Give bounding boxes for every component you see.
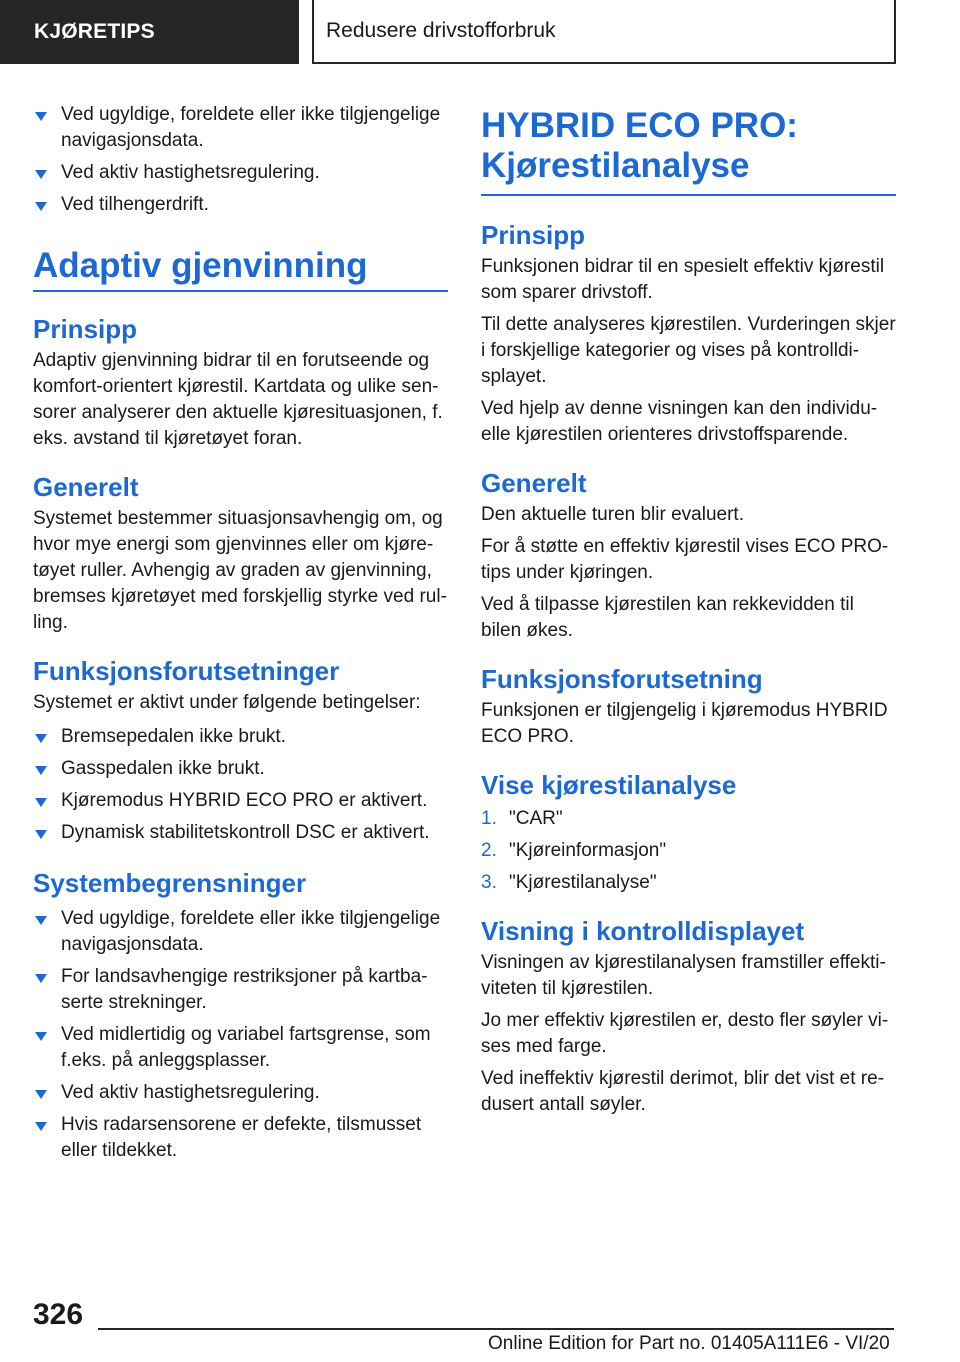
triangle-bullet-icon [35,830,47,839]
step-number: 2. [481,840,497,861]
section-heading: Generelt [33,472,139,502]
intro-list [33,102,448,218]
paragraph: Systemet bestemmer situasjonsavhengig om, og hvor mye energi som gjenvinnes eller om kjøretøyet ruller. Avhengig av graden av gjenvinning, bremses kjøretøyet med forskjellig styrke ved rulling. [33,508,447,633]
edition-label: Online Edition for Part no. 01405A111E6 - VI/20 [488,1333,890,1354]
title-line: Kjørestilanalyse [481,146,750,185]
limitation-list [33,906,448,1164]
section-heading: Prinsipp [481,220,586,250]
title-line: HYBRID ECO PRO: [481,106,798,145]
page-number: 326 [33,1298,84,1331]
triangle-bullet-icon [35,202,47,211]
paragraph: Til dette analyseres kjørestilen. Vurderingen skjer i forskjellige kategorier og vises på kontrolldisplayet. [481,314,896,387]
list-item: 3. "Kjørestilanalyse" [481,870,896,896]
section-heading: Vise kjørestilanalyse [481,770,737,800]
list-item: Gasspedalen ikke brukt. [33,756,448,782]
paragraph: Den aktuelle turen blir evaluert. [481,504,744,525]
paragraph: For å støtte en effektiv kjørestil vises ECO PRO-tips under kjøringen. [481,536,889,583]
list-item: Ved tilhengerdrift. [33,192,448,218]
list-item: Ved midlertidig og variabel fartsgrense, som f.eks. på anleggsplasser. [33,1022,448,1074]
footer-divider [98,1328,894,1330]
paragraph: Ved hjelp av denne visningen kan den individuelle kjørestilen orienteres drivstoffsparende. [481,398,878,445]
steps-list [481,806,896,896]
list-item: Ved ugyldige, foreldete eller ikke tilgjengelige navigasjonsdata. [33,102,448,154]
section-heading: Generelt [481,468,587,498]
section-heading: Systembegrensninger [33,868,307,898]
condition-list [33,724,448,846]
step-number: 1. [481,808,497,829]
section-heading: Prinsipp [33,314,138,344]
section-heading: Funksjonsforutsetning [481,664,763,694]
triangle-bullet-icon [35,1032,47,1041]
triangle-bullet-icon [35,112,47,121]
left-column [33,98,448,1164]
paragraph: Adaptiv gjenvinning bidrar til en forutseende og komfort-orientert kjørestil. Kartdata og ulike sensorer analyserer den aktuelle kjøresituasjonen, f. eks. avstand til kjøretøyet foran. [33,350,443,449]
section-title: KJØRETIPS [34,20,155,43]
paragraph: Visningen av kjørestilanalysen framstiller effektiviteten til kjørestilen. [481,952,886,999]
paragraph: Funksjonen er tilgjengelig i kjøremodus HYBRID ECO PRO. [481,700,888,747]
list-item: For landsavhengige restriksjoner på kartbaserte strekninger. [33,964,448,1016]
paragraph: Ved å tilpasse kjørestilen kan rekkevidden til bilen økes. [481,594,854,641]
list-item: Dynamisk stabilitetskontroll DSC er aktivert. [33,820,448,846]
list-item: 2. "Kjøreinformasjon" [481,838,896,864]
step-number: 3. [481,872,497,893]
paragraph: Funksjonen bidrar til en spesielt effektiv kjørestil som sparer drivstoff. [481,256,885,303]
section-heading: Funksjonsforutsetninger [33,656,340,686]
paragraph: Systemet er aktivt under følgende betingelser: [33,692,421,713]
page-title [481,106,896,196]
section-heading: Visning i kontrolldisplayet [481,916,805,946]
list-item: Kjøremodus HYBRID ECO PRO er aktivert. [33,788,448,814]
list-item: Hvis radarsensorene er defekte, tilsmusset eller tildekket. [33,1112,448,1164]
list-item: Ved ugyldige, foreldete eller ikke tilgjengelige navigasjonsdata. [33,906,448,958]
paragraph: Jo mer effektiv kjørestilen er, desto fler søyler vises med farge. [481,1010,889,1057]
triangle-bullet-icon [35,1122,47,1131]
list-item: Ved aktiv hastighetsregulering. [33,160,448,186]
paragraph: Ved ineffektiv kjørestil derimot, blir det vist et redusert antall søyler. [481,1068,885,1115]
list-item: Ved aktiv hastighetsregulering. [33,1080,448,1106]
triangle-bullet-icon [35,1090,47,1099]
chapter-title: Redusere drivstofforbruk [326,19,556,42]
triangle-bullet-icon [35,734,47,743]
list-item: Bremsepedalen ikke brukt. [33,724,448,750]
page-title: Adaptiv gjenvinning [33,246,448,292]
triangle-bullet-icon [35,916,47,925]
section-tab [0,0,299,64]
chapter-tab [312,0,896,64]
right-column [481,98,896,1118]
triangle-bullet-icon [35,766,47,775]
triangle-bullet-icon [35,170,47,179]
list-item: 1. "CAR" [481,806,896,832]
triangle-bullet-icon [35,974,47,983]
triangle-bullet-icon [35,798,47,807]
